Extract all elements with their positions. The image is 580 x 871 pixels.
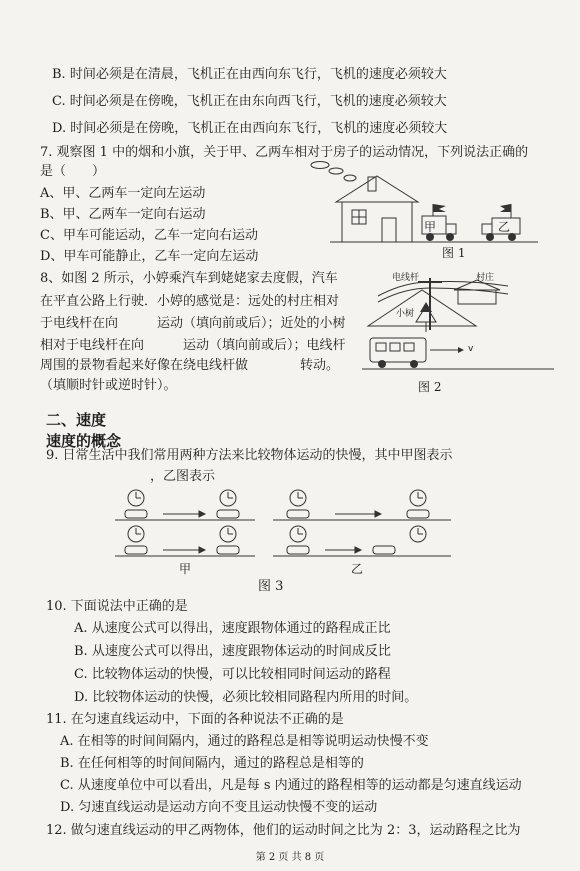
page-footer: 第 2 页 共 8 页 — [255, 852, 325, 863]
village-label: 村庄 — [476, 273, 495, 283]
figure-2-caption: 图 2 — [418, 380, 442, 394]
figure-3-jia-label: 甲 — [179, 562, 192, 576]
q9-stem: 9. 日常生活中我们常用两种方法来比较物体运动的快慢，其中甲图表示 — [46, 448, 453, 463]
car-a-label: 甲 — [424, 220, 437, 234]
q7-stem: 7. 观察图 1 中的烟和小旗，关于甲、乙两车相对于房子的运动情况，下列说法正确的 — [40, 145, 529, 160]
figure-3-caption: 图 3 — [258, 579, 284, 594]
q6-option-d: D. 时间必须是在傍晚，飞机正在由西向东飞行，飞机的速度必须较大 — [52, 121, 448, 136]
q7-option-c: C、甲车可能运动，乙车一定向右运动 — [40, 228, 258, 243]
q11-option-b: B. 在任何相等的时间间隔内，通过的路程总是相等的 — [60, 756, 364, 771]
q6-option-b: B. 时间必须是在清晨，飞机正在由西向东飞行，飞机的速度必须较大 — [52, 67, 447, 82]
q8-line-3: 于电线杆在向 运动（填向前或后）；近处的小树 — [40, 316, 346, 331]
q7-option-d: D、甲车可能静止，乙车一定向左运动 — [40, 249, 259, 264]
q8-line-4: 相对于电线杆在向 运动（填向前或后）；电线杆 — [40, 338, 346, 353]
q11-option-a: A. 在相等的时间间隔内，通过的路程总是相等说明运动快慢不变 — [60, 734, 429, 749]
q7-option-a: A、甲、乙两车一定向左运动 — [40, 186, 206, 201]
section-subtitle: 速度的概念 — [46, 432, 122, 450]
figure-2 — [358, 268, 558, 398]
q8-line-1: 8、如图 2 所示，小婷乘汽车到姥姥家去度假，汽车 — [40, 271, 338, 286]
figure-1-drawing — [300, 160, 540, 260]
figure-1-caption: 图 1 — [442, 246, 466, 260]
q11-option-d: D. 匀速直线运动是运动方向不变且运动快慢不变的运动 — [60, 800, 378, 815]
jia-panel — [115, 490, 255, 556]
q11-option-c: C. 从速度单位中可以看出，凡是每 s 内通过的路程相等的运动都是匀速直线运动 — [60, 778, 522, 793]
q10-option-d: D. 比较物体运动的快慢，必须比较相同路程内所用的时间。 — [74, 690, 418, 705]
q8-line-5: 周围的景物看起来好像在绕电线杆做 转动。 — [40, 358, 340, 373]
figure-1 — [300, 160, 540, 260]
q11-stem: 11. 在匀速直线运动中，下面的各种说法不正确的是 — [46, 712, 344, 727]
tree-label: 小树 — [396, 309, 415, 319]
q12-stem: 12. 做匀速直线运动的甲乙两物体，他们的运动时间之比为 2：3，运动路程之比为 — [46, 823, 521, 838]
section-title: 二、速度 — [46, 411, 107, 429]
q7-stem-cont: 是（ ） — [40, 164, 106, 179]
q7-option-b: B、甲、乙两车一定向右运动 — [40, 207, 206, 222]
yi-panel — [273, 490, 451, 556]
pole-label: 电线杆 — [392, 273, 420, 283]
q10-option-a: A. 从速度公式可以得出，速度跟物体通过的路程成正比 — [74, 621, 391, 636]
q8-line-2: 在平直公路上行驶．小婷的感觉是：远处的村庄相对 — [40, 294, 340, 309]
figure-3-yi-label: 乙 — [351, 562, 364, 576]
q6-option-c: C. 时间必须是在傍晚，飞机正在由东向西飞行，飞机的速度必须较大 — [52, 94, 447, 109]
q10-option-b: B. 从速度公式可以得出，速度跟物体运动的时间成反比 — [74, 644, 391, 659]
figure-3-drawing — [115, 488, 455, 560]
q10-stem: 10. 下面说法中正确的是 — [46, 599, 188, 614]
q9-stem-cont: ，乙图表示 — [150, 469, 216, 484]
q8-line-6: （填顺时针或逆时针）。 — [40, 378, 177, 393]
velocity-label: v — [468, 344, 474, 354]
figure-2-drawing — [358, 268, 558, 398]
car-b-label: 乙 — [498, 220, 511, 234]
q10-option-c: C. 比较物体运动的快慢，可以比较相同时间运动的路程 — [74, 667, 391, 682]
figure-3 — [115, 488, 455, 588]
